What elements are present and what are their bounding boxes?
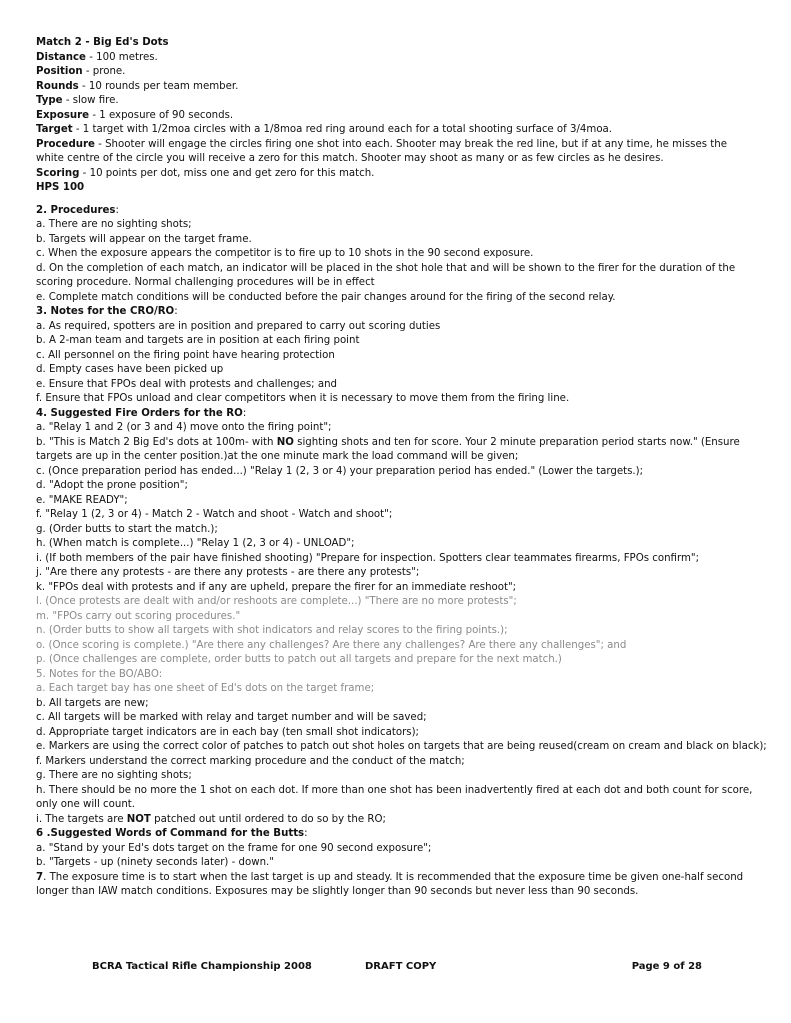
list-item: o. (Once scoring is complete.) "Are there any challenges? Are there any challenges? Are there any challenges"; and [36, 639, 627, 651]
page-footer [92, 961, 702, 977]
list-item: e. Complete match conditions will be conducted before the pair changes around for the firing of the second relay. [36, 291, 616, 303]
list-item: c. (Once preparation period has ended...) "Relay 1 (2, 3 or 4) your preparation period has ended." (Lower the targets.); [36, 465, 644, 477]
footer-page-number: Page 9 of 28 [631, 961, 702, 972]
fire-orders-heading: 4. Suggested Fire Orders for the RO: [36, 407, 247, 419]
list-item: c. All personnel on the firing point have hearing protection [36, 349, 335, 361]
list-item: d. Empty cases have been picked up [36, 364, 224, 375]
list-item: h. There should be no more the 1 shot on each dot. If more than one shot has been inadvertently fired at each dot and both count for score, only one will count. [36, 784, 753, 810]
list-item: 7. The exposure time is to start when the last target is up and steady. It is recommended that the exposure time be given one-half second longer than IAW match conditions. Exposures may be slightly longer than 90 seconds but never less than 90 seconds. [36, 871, 744, 897]
cro-notes-heading: 3. Notes for the CRO/RO: [36, 306, 178, 317]
list-item: p. (Once challenges are complete, order butts to patch out all targets and prepare for the next match.) [36, 654, 562, 665]
list-item: e. "MAKE READY"; [36, 494, 128, 506]
field-distance: Distance - 100 metres. [36, 51, 158, 63]
list-item: b. "Targets - up (ninety seconds later) - down." [36, 857, 274, 868]
list-item: d. On the completion of each match, an indicator will be placed in the shot hole that and will be shown to the firer for the duration of the scoring procedure. Normal challenging procedures will be in effect [36, 262, 736, 288]
document-body [36, 36, 767, 900]
list-item: n. (Order butts to show all targets with shot indicators and relay scores to the firing points.); [36, 625, 508, 636]
list-item: h. (When match is complete...) "Relay 1 (2, 3 or 4) - UNLOAD"; [36, 538, 355, 549]
field-target: Target - 1 target with 1/2moa circles with a 1/8moa red ring around each for a total shooting surface of 3/4moa. [36, 124, 613, 135]
list-item: g. There are no sighting shots; [36, 770, 192, 781]
list-item: a. "Relay 1 and 2 (or 3 and 4) move onto the firing point"; [36, 422, 332, 433]
list-item: g. (Order butts to start the match.); [36, 523, 218, 535]
match-title: Match 2 - Big Ed's Dots [36, 37, 169, 48]
field-type: Type - slow fire. [36, 95, 119, 106]
field-procedure: Procedure - Shooter will engage the circles firing one shot into each. Shooter may break the red line, but if at any time, he misses the white centre of the circle you will receive a zero for this match. Shooter may shoot as many or as few circles as he desires. [36, 138, 727, 164]
list-item: a. As required, spotters are in position and prepared to carry out scoring duties [36, 320, 441, 332]
list-item: b. A 2-man team and targets are in position at each firing point [36, 335, 360, 346]
field-exposure: Exposure - 1 exposure of 90 seconds. [36, 109, 234, 121]
list-item: i. The targets are NOT patched out until ordered to do so by the RO; [36, 813, 386, 825]
list-item: f. Ensure that FPOs unload and clear competitors when it is necessary to move them from the firing line. [36, 393, 570, 404]
list-item: e. Markers are using the correct color of patches to patch out shot holes on targets that are being reused(cream on cream and black on black); [36, 741, 767, 752]
footer-draft-label: DRAFT COPY [365, 961, 437, 972]
field-rounds: Rounds - 10 rounds per team member. [36, 80, 239, 92]
field-position: Position - prone. [36, 66, 126, 77]
list-item: m. "FPOs carry out scoring procedures." [36, 610, 241, 622]
list-item: d. "Adopt the prone position"; [36, 480, 188, 491]
list-item: l. (Once protests are dealt with and/or reshoots are complete...) "There are no more protests"; [36, 596, 517, 607]
list-item: k. "FPOs deal with protests and if any are upheld, prepare the firer for an immediate reshoot"; [36, 581, 517, 593]
list-item: b. All targets are new; [36, 697, 149, 709]
field-scoring: Scoring - 10 points per dot, miss one and get zero for this match. [36, 167, 375, 179]
butts-commands-heading: 6 .Suggested Words of Command for the Butts: [36, 828, 308, 839]
list-item: f. Markers understand the correct marking procedure and the conduct of the match; [36, 755, 465, 767]
list-item: a. "Stand by your Ed's dots target on the frame for one 90 second exposure"; [36, 842, 432, 854]
list-item: a. Each target bay has one sheet of Ed's dots on the target frame; [36, 683, 375, 694]
spacer [36, 196, 754, 204]
list-item: d. Appropriate target indicators are in each bay (ten small shot indicators); [36, 726, 419, 738]
procedures-heading: 2. Procedures: [36, 204, 119, 216]
list-item: b. Targets will appear on the target frame. [36, 233, 252, 245]
list-item: c. When the exposure appears the competitor is to fire up to 10 shots in the 90 second exposure. [36, 248, 534, 259]
list-item: e. Ensure that FPOs deal with protests and challenges; and [36, 378, 338, 390]
bo-notes-heading: 5. Notes for the BO/ABO: [36, 668, 163, 680]
list-item: i. (If both members of the pair have finished shooting) "Prepare for inspection. Spotters clear teammates firearms, FPOs confirm"; [36, 552, 700, 564]
hps: HPS 100 [36, 182, 85, 193]
list-item: c. All targets will be marked with relay and target number and will be saved; [36, 712, 427, 723]
list-item: b. "This is Match 2 Big Ed's dots at 100m- with NO sighting shots and ten for score. Your 2 minute preparation period starts now." (Ensure targets are up in the center position.)at the one minute mark the load command will be given; [36, 436, 740, 462]
list-item: a. There are no sighting shots; [36, 219, 192, 230]
footer-title: BCRA Tactical Rifle Championship 2008 [92, 961, 312, 972]
list-item: j. "Are there any protests - are there any protests - are there any protests"; [36, 567, 420, 578]
list-item: f. "Relay 1 (2, 3 or 4) - Match 2 - Watch and shoot - Watch and shoot"; [36, 509, 393, 520]
